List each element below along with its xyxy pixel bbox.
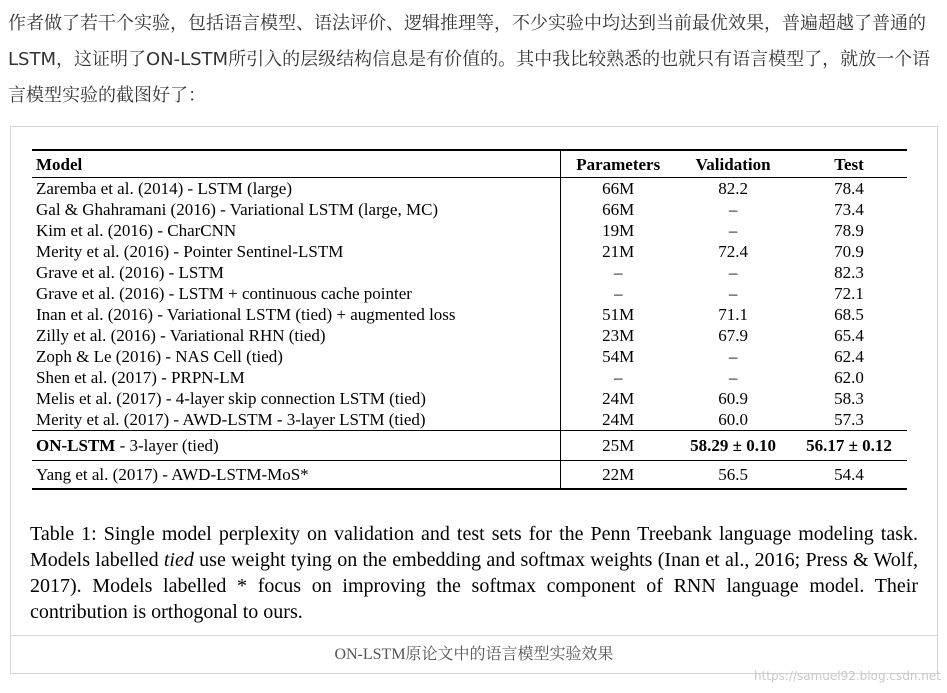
cell-parameters: 24M [602,389,635,408]
cell-model: Grave et al. (2016) - LSTM [32,262,561,283]
table-row [32,388,907,409]
cell-model: Inan et al. (2016) - Variational LSTM (tied) + augmented loss [32,304,561,325]
table-row [32,220,907,241]
cell-validation: 71.1 [718,305,748,324]
table-body [32,178,907,490]
cell-test: 70.9 [834,242,864,261]
caption-prefix: Table 1: Single model perplexity on validation and test sets for the Penn Treebank language modeling task. Models labelled [30,523,918,571]
table-caption [30,521,918,625]
cell-test: 56.17 ± 0.12 [806,436,892,455]
results-table [32,149,907,490]
cell-test: 78.4 [834,179,864,198]
cell-model: Yang et al. (2017) - AWD-LSTM-MoS* [32,461,561,490]
cell-parameters: 66M [602,200,635,219]
highlight-row [32,431,907,461]
header-test: Test [834,154,864,174]
cell-validation: 72.4 [718,242,748,261]
header-parameters: Parameters [576,154,661,174]
cell-test: 62.0 [834,368,864,387]
watermark: https://samuel92.blog.csdn.net [753,669,941,683]
cell-validation: 67.9 [718,326,748,345]
table-row [32,199,907,220]
cell-validation: – [728,200,738,219]
cell-test: 72.1 [834,284,864,303]
cell-test: 54.4 [834,465,864,484]
cell-test: 68.5 [834,305,864,324]
cell-validation: 58.29 ± 0.10 [690,436,776,455]
caption-italic: tied [163,549,194,571]
table-header-row [32,150,907,178]
table-row [32,325,907,346]
cell-parameters: 21M [602,242,635,261]
cell-parameters: 54M [602,347,635,366]
cell-validation: – [728,221,738,240]
cell-model: Gal & Ghahramani (2016) - Variational LSTM (large, MC) [32,199,561,220]
cell-test: 62.4 [834,347,864,366]
cell-parameters: – [613,284,623,303]
cell-test: 58.3 [834,389,864,408]
cell-parameters: 66M [602,179,635,198]
cell-model: Zilly et al. (2016) - Variational RHN (tied) [32,325,561,346]
footer-row [32,461,907,490]
cell-parameters: 25M [602,436,635,455]
highlight-model-detail: - 3-layer (tied) [115,436,219,455]
cell-model: Shen et al. (2017) - PRPN-LM [32,367,561,388]
cell-parameters: – [613,263,623,282]
caption-suffix: use weight tying on the embedding and softmax weights (Inan et al., 2016; Press & Wolf, 2017). Models labelled * focus on improving the softmax component of RNN language model. Their contribution is orthogonal to ours. [30,549,918,623]
table-row [32,262,907,283]
intro-paragraph: 作者做了若干个实验，包括语言模型、语法评价、逻辑推理等，不少实验中均达到当前最优效果，普遍超越了普通的LSTM，这证明了ON-LSTM所引入的层级结构信息是有价值的。其中我比较熟悉的也就只有语言模型了，就放一个语言模型实验的截图好了： [8,13,931,106]
cell-validation: – [728,263,738,282]
table-row [32,304,907,325]
cell-model: Merity et al. (2016) - Pointer Sentinel-LSTM [32,241,561,262]
header-validation: Validation [695,154,771,174]
cell-test: 78.9 [834,221,864,240]
table-row [32,241,907,262]
figure-caption: ON-LSTM原论文中的语言模型实验效果 [11,635,937,674]
cell-parameters: 51M [602,305,635,324]
table-row [32,367,907,388]
cell-parameters: 22M [602,465,635,484]
cell-model: Zaremba et al. (2014) - LSTM (large) [32,178,561,200]
cell-validation: 60.0 [718,410,748,429]
cell-parameters: 23M [602,326,635,345]
header-model: Model [32,150,561,178]
cell-model: Kim et al. (2016) - CharCNN [32,220,561,241]
article-intro [8,6,940,114]
cell-validation: 60.9 [718,389,748,408]
table-row [32,178,907,200]
cell-validation: 56.5 [718,465,748,484]
cell-model [32,431,561,461]
cell-validation: – [728,284,738,303]
cell-parameters: 19M [602,221,635,240]
cell-parameters: – [613,368,623,387]
figure [10,126,938,674]
table-row [32,409,907,431]
cell-model: Grave et al. (2016) - LSTM + continuous cache pointer [32,283,561,304]
cell-validation: 82.2 [718,179,748,198]
table-row [32,283,907,304]
cell-parameters: 24M [602,410,635,429]
cell-test: 82.3 [834,263,864,282]
cell-model: Melis et al. (2017) - 4-layer skip connection LSTM (tied) [32,388,561,409]
highlight-model-name: ON-LSTM [36,436,116,455]
cell-model: Merity et al. (2017) - AWD-LSTM - 3-layer LSTM (tied) [32,409,561,431]
cell-test: 57.3 [834,410,864,429]
cell-test: 65.4 [834,326,864,345]
table-row [32,346,907,367]
cell-validation: – [728,368,738,387]
cell-validation: – [728,347,738,366]
cell-test: 73.4 [834,200,864,219]
cell-model: Zoph & Le (2016) - NAS Cell (tied) [32,346,561,367]
